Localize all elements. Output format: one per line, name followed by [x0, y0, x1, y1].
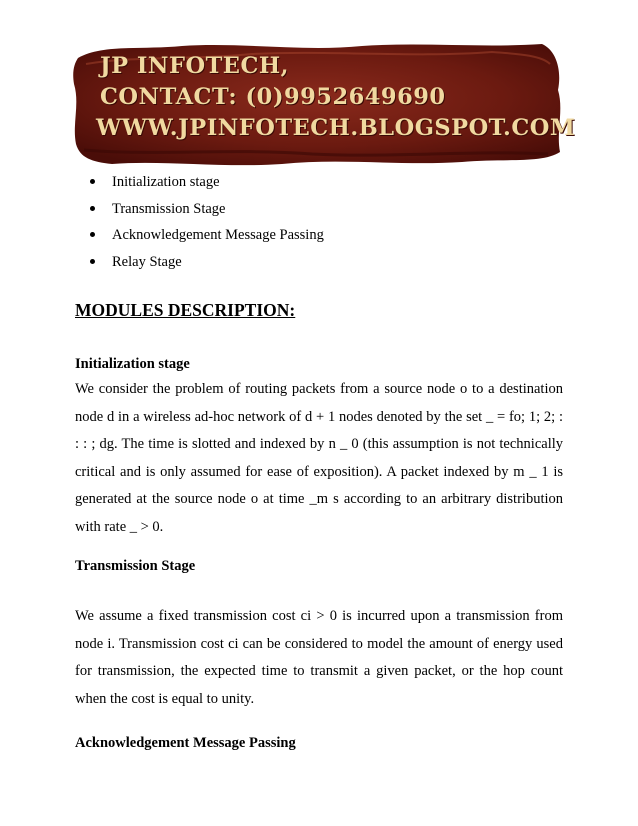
list-item: Relay Stage: [90, 249, 324, 276]
banner-contact: CONTACT: (0)9952649690: [100, 84, 446, 110]
paragraph-line: node d in a wireless ad-hoc network of d + 1 nodes denoted by the set _ = fo; 1; 2; :: [75, 408, 563, 425]
paragraph-line: with rate _ > 0.: [75, 518, 164, 535]
initialization-paragraph: [75, 376, 563, 541]
bullet-icon: [90, 206, 95, 211]
banner-company: JP INFOTECH,: [100, 53, 289, 79]
bullet-icon: [90, 232, 95, 237]
paragraph-line: when the cost is equal to unity.: [75, 690, 255, 707]
paragraph-line: We assume a fixed transmission cost ci > 0 is incurred upon a transmission from: [75, 608, 563, 624]
paragraph-line: for transmission, the expected time to transmit a given packet, or the hop count: [75, 663, 563, 679]
section-heading: MODULES DESCRIPTION:: [75, 300, 296, 320]
paragraph-line: generated at the source node o at time _m s according to an arbitrary distribution: [75, 491, 563, 507]
list-item: Initialization stage: [90, 169, 324, 196]
transmission-paragraph: [75, 603, 563, 713]
paragraph-line: critical and is only assumed for ease of exposition). A packet indexed by m _ 1 is: [75, 463, 563, 480]
paragraph-line: node i. Transmission cost ci can be considered to model the amount of energy used: [75, 635, 563, 652]
paragraph-line: We consider the problem of routing packets from a source node o to a destination: [75, 381, 563, 397]
jp-infotech-banner: [72, 40, 576, 168]
list-item: Acknowledgement Message Passing: [90, 222, 324, 249]
transmission-title: Transmission Stage: [75, 558, 196, 574]
bullet-icon: [90, 179, 95, 184]
initialization-title: Initialization stage: [75, 356, 190, 372]
acknowledgement-title: Acknowledgement Message Passing: [75, 735, 296, 751]
bullet-icon: [90, 259, 95, 264]
banner-website: WWW.JPINFOTECH.BLOGSPOT.COM: [96, 115, 576, 141]
paragraph-line: : : ; dg. The time is slotted and indexed by n _ 0 (this assumption is not technically: [75, 436, 563, 452]
list-item: Transmission Stage: [90, 196, 324, 223]
stage-list: [90, 169, 324, 275]
